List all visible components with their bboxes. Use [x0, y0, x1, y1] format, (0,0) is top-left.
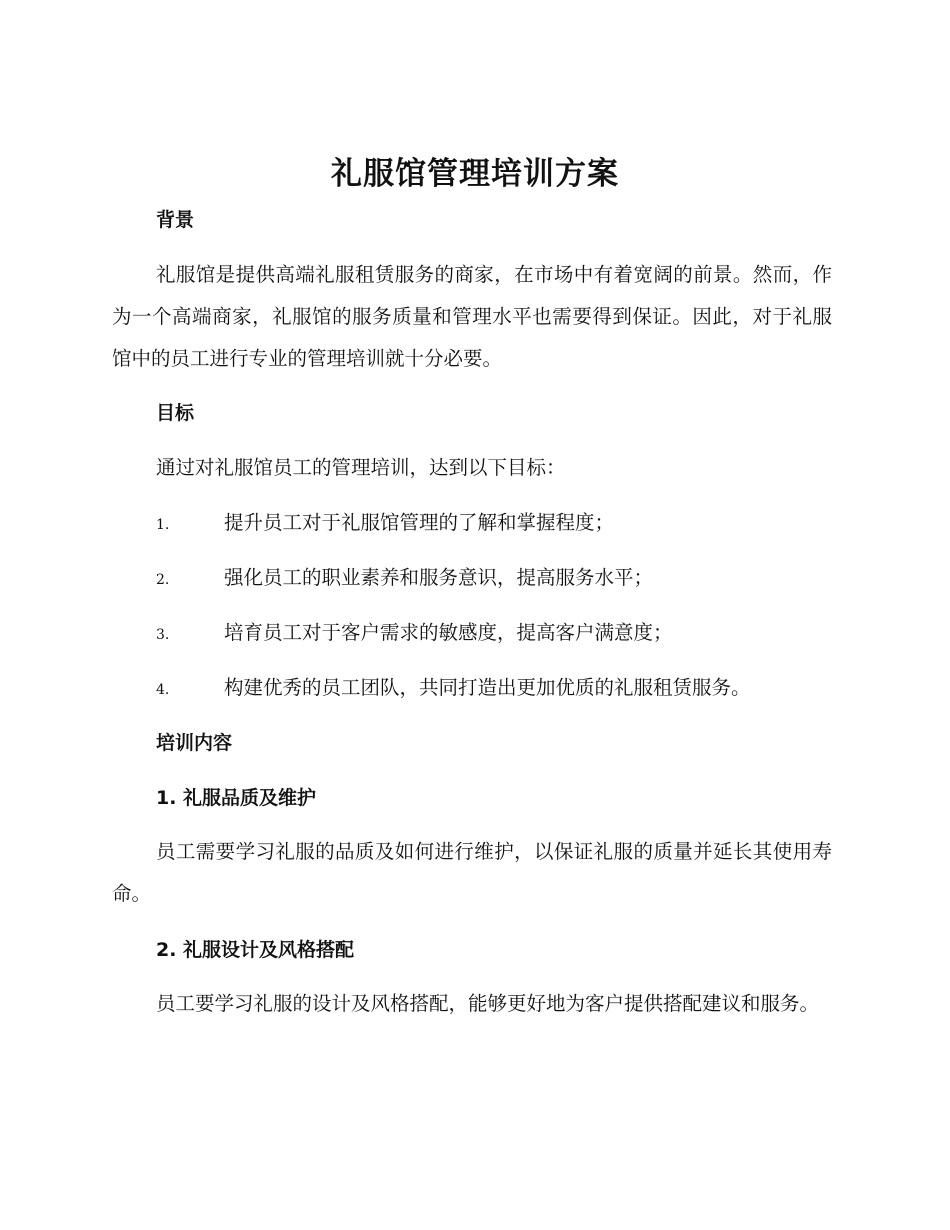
goal-text: 构建优秀的员工团队，共同打造出更加优质的礼服租赁服务。	[224, 676, 751, 699]
goal-number: 4.	[156, 682, 170, 698]
goal-number: 2.	[156, 572, 170, 588]
goal-text: 提升员工对于礼服馆管理的了解和掌握程度；	[224, 511, 615, 534]
goals-intro	[156, 453, 836, 483]
goal-text: 强化员工的职业素养和服务意识，提高服务水平；	[224, 566, 654, 589]
subsection-paragraph-2: 员工要学习礼服的设计及风格搭配，能够更好地为客户提供搭配建议和服务。	[156, 992, 820, 1015]
goal-number: 3.	[156, 627, 170, 643]
training-content-heading: 培训内容	[156, 732, 233, 754]
goal-number: 1.	[156, 517, 170, 533]
subsection-heading-1: 1. 礼服品质及维护	[156, 787, 317, 809]
subsection-paragraph-1: 员工需要学习礼服的品质及如何进行维护，以保证礼服的质量并延长其使用寿命。	[112, 840, 832, 905]
goals-heading: 目标	[156, 402, 195, 424]
subsection-heading-2: 2. 礼服设计及风格搭配	[156, 939, 355, 961]
background-paragraph: 礼服馆是提供高端礼服租赁服务的商家，在市场中有着宽阔的前景。然而，作为一个高端商家，礼服馆的服务质量和管理水平也需要得到保证。因此，对于礼服馆中的员工进行专业的管理培训就十分必要。	[112, 263, 832, 370]
document-title: 礼服馆管理培训方案	[331, 156, 619, 192]
background-heading: 背景	[156, 209, 195, 231]
goal-text: 培育员工对于客户需求的敏感度，提高客户满意度；	[224, 621, 673, 644]
goals-intro-text: 通过对礼服馆员工的管理培训，达到以下目标：	[156, 456, 566, 479]
